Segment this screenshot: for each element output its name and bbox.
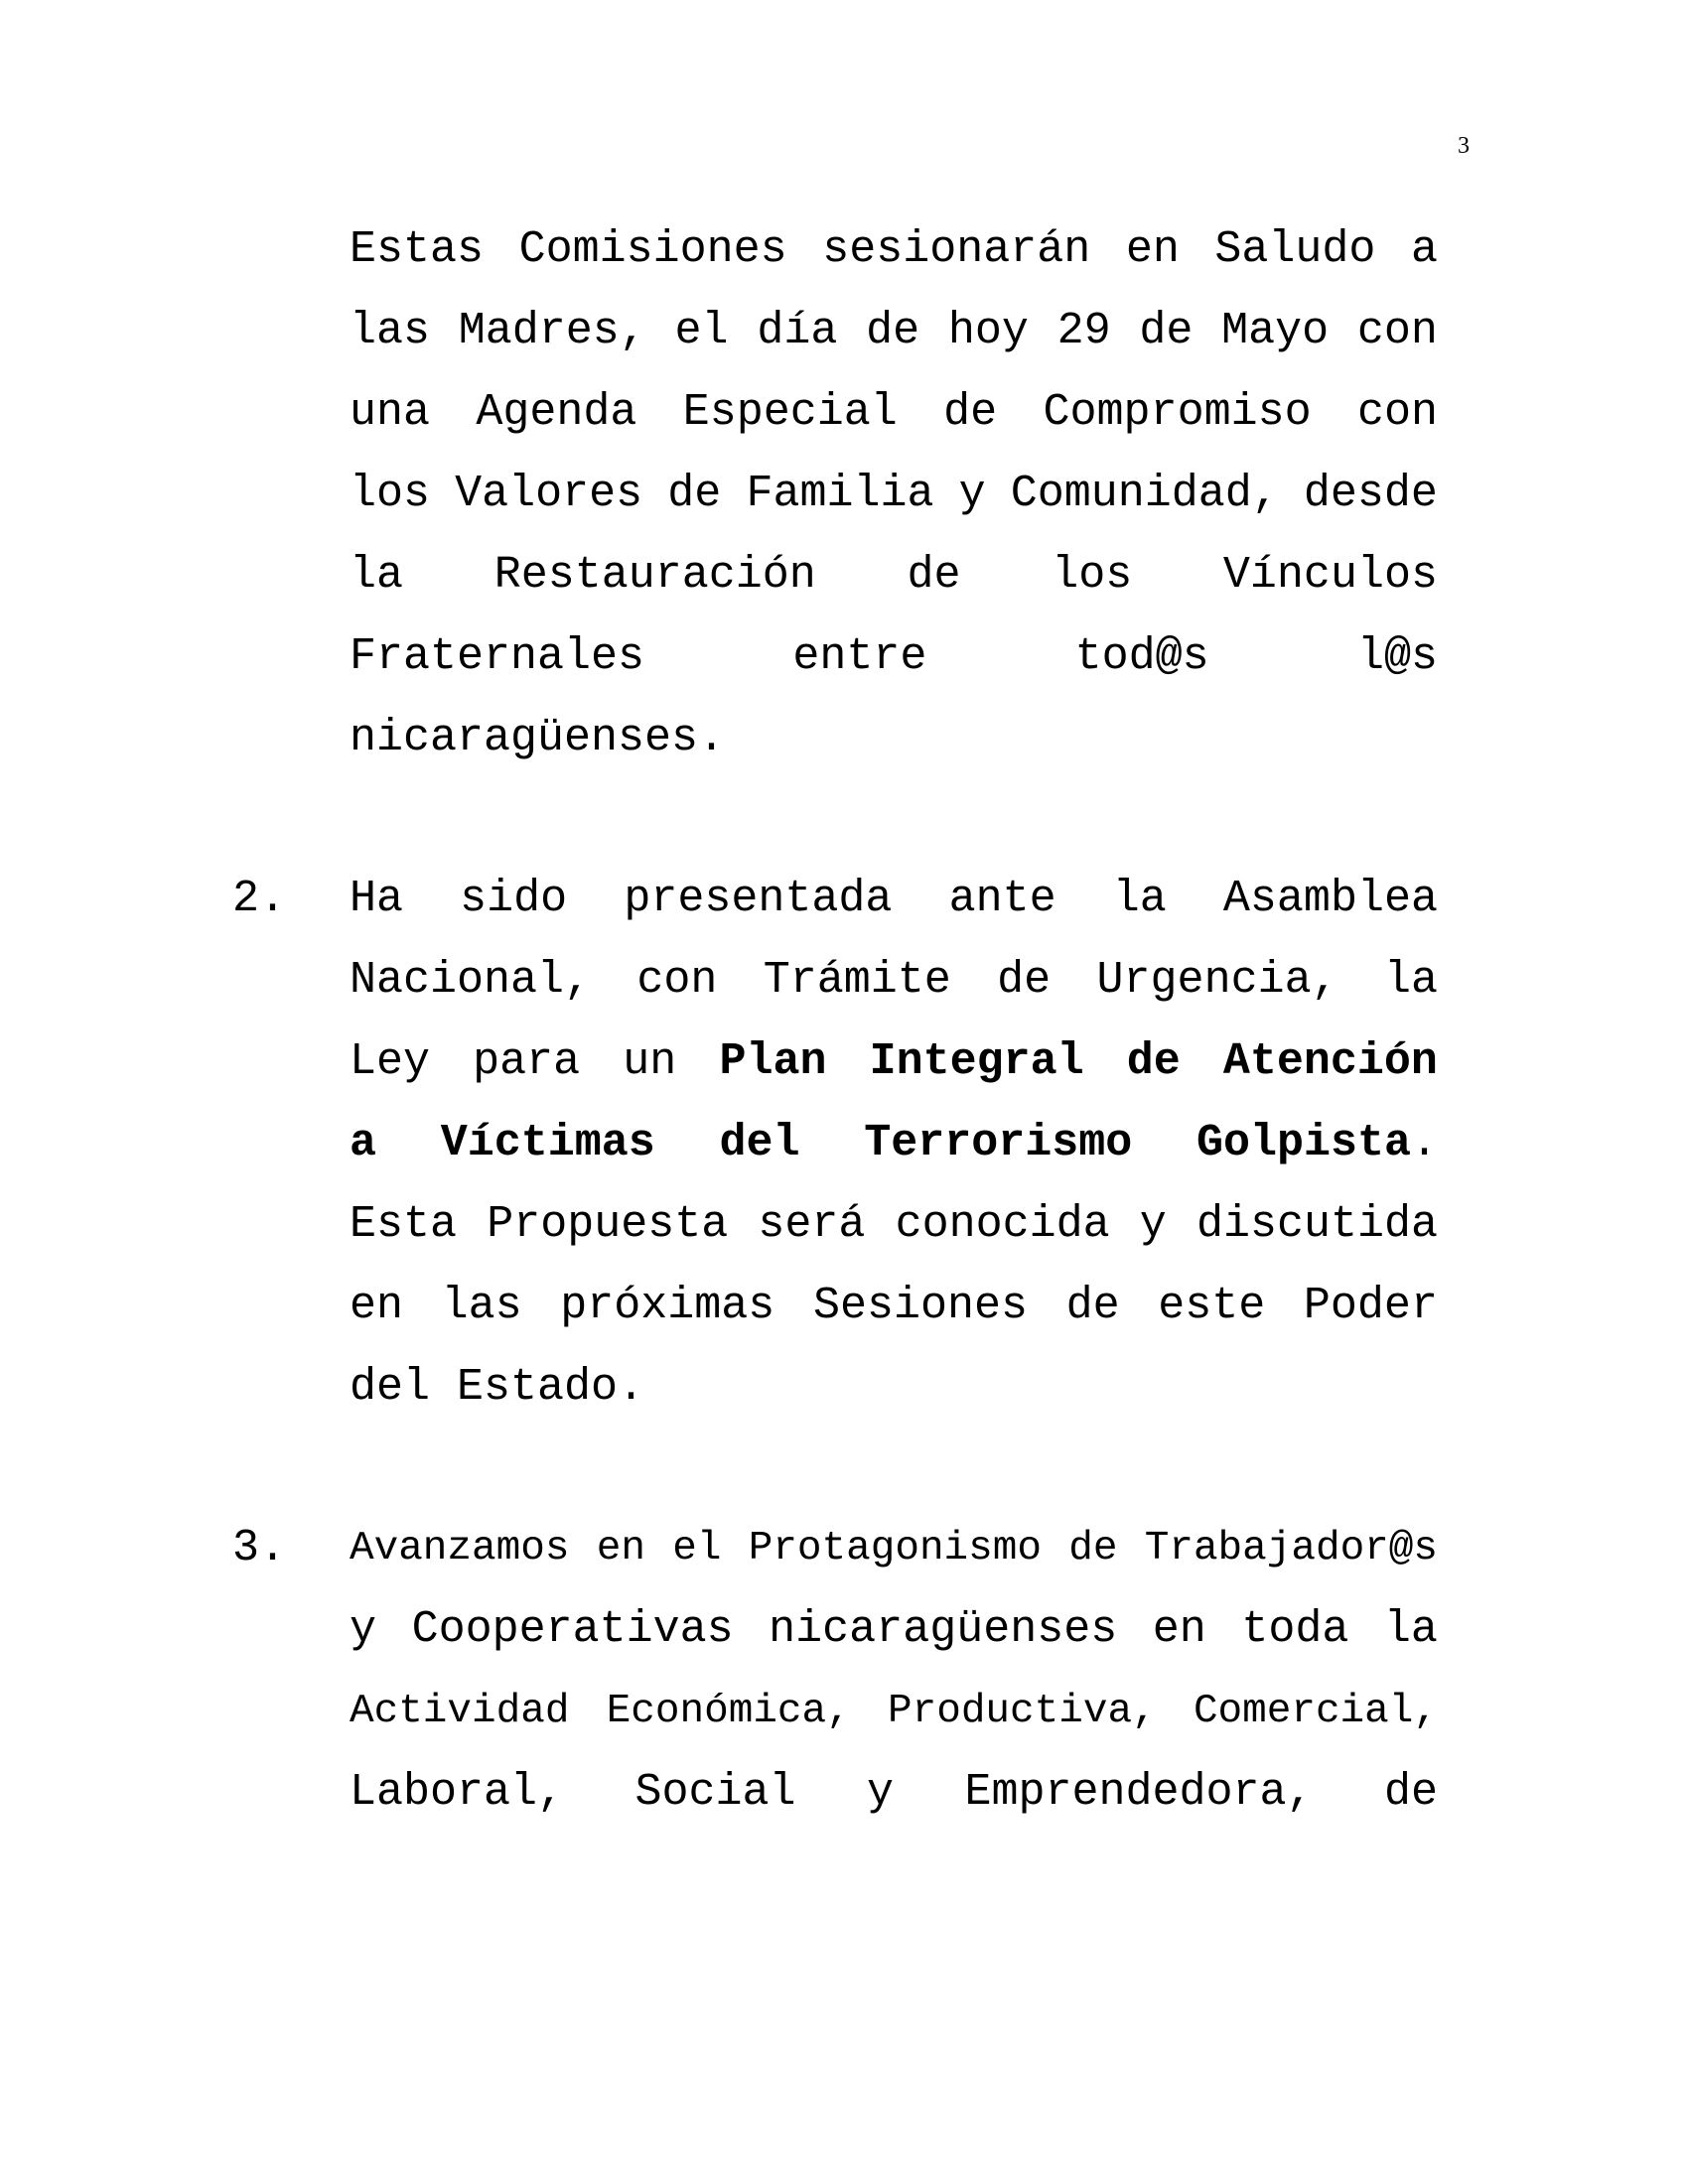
text-line [350, 302, 1438, 361]
word: entre [792, 631, 927, 682]
word: Restauración [493, 550, 816, 601]
text-line: del Estado. [350, 1362, 645, 1413]
text-line [350, 1682, 1438, 1741]
word: Vínculos [1222, 550, 1438, 601]
word: de [1065, 1281, 1120, 1331]
text-line [350, 870, 1438, 929]
text-line [350, 220, 1438, 280]
word: un [623, 1036, 677, 1087]
word: la [1383, 1604, 1438, 1655]
word: de [1068, 1526, 1118, 1571]
word: Nacional, [350, 955, 592, 1006]
word: desde [1303, 469, 1438, 519]
word: de [907, 550, 961, 601]
word: Protagonismo [748, 1526, 1042, 1571]
word: Económica, [606, 1689, 851, 1734]
text-line [350, 1763, 1438, 1823]
word: será [758, 1199, 866, 1250]
word: con [1356, 387, 1438, 438]
word: Comercial, [1193, 1689, 1438, 1734]
word: Plan [719, 1036, 827, 1087]
word: tod@s [1074, 631, 1209, 682]
word: Integral [869, 1036, 1084, 1087]
word: Trámite [763, 955, 951, 1006]
word: los [350, 469, 431, 519]
text-line [350, 1600, 1438, 1660]
word: presentada [624, 874, 893, 924]
word: Poder [1303, 1281, 1438, 1331]
word: en [596, 1526, 645, 1571]
word: toda [1241, 1604, 1349, 1655]
word: Saludo [1214, 224, 1376, 275]
word: las [441, 1281, 522, 1331]
word: Social [634, 1767, 796, 1818]
list-number: 2. [232, 874, 287, 924]
word: Emprendedora, [964, 1767, 1314, 1818]
word: Comunidad, [1010, 469, 1279, 519]
word: Cooperativas [411, 1604, 734, 1655]
word: la [1112, 874, 1167, 924]
word: Urgencia, [1096, 955, 1338, 1006]
word: Productiva, [888, 1689, 1157, 1734]
word: la [350, 550, 404, 601]
word: sido [460, 874, 568, 924]
word: conocida [895, 1199, 1110, 1250]
word: y [958, 469, 986, 519]
word: a [350, 1118, 377, 1168]
word: Trabajador@s [1144, 1526, 1438, 1571]
word: Valores [455, 469, 643, 519]
word: Avanzamos [350, 1526, 570, 1571]
word: Madres, [458, 306, 646, 356]
word: de [1126, 1036, 1181, 1087]
text-line [350, 383, 1438, 443]
word: Ley [350, 1036, 431, 1087]
word: para [473, 1036, 581, 1087]
word: Laboral, [350, 1767, 565, 1818]
word: Especial [682, 387, 898, 438]
word: en [350, 1281, 404, 1331]
word: Ha [350, 874, 404, 924]
word: Terrorismo [864, 1118, 1133, 1168]
page-number: 3 [1458, 133, 1470, 159]
word: Asamblea [1222, 874, 1438, 924]
text-line [350, 1277, 1438, 1336]
word: de [1139, 306, 1194, 356]
word: una [350, 387, 431, 438]
word: con [1356, 306, 1438, 356]
word: discutida [1196, 1199, 1438, 1250]
word: en [1152, 1604, 1206, 1655]
word: ante [948, 874, 1056, 924]
word: de [943, 387, 998, 438]
word: Fraternales [350, 631, 645, 682]
word: Estas [350, 224, 485, 275]
word: Víctimas [440, 1118, 655, 1168]
word: a [1410, 224, 1438, 275]
word: Comisiones [518, 224, 787, 275]
word: este [1158, 1281, 1266, 1331]
word: Sesiones [812, 1281, 1028, 1331]
word: día [757, 306, 838, 356]
word: hoy [947, 306, 1029, 356]
text-line [350, 951, 1438, 1011]
text-line [350, 1195, 1438, 1255]
text-line [350, 1032, 1438, 1092]
word: las [350, 306, 431, 356]
word: Atención [1222, 1036, 1438, 1087]
word: el [674, 306, 729, 356]
word: Actividad [350, 1689, 570, 1734]
text-line [350, 627, 1438, 687]
word: sesionarán [822, 224, 1091, 275]
word: l@s [1356, 631, 1438, 682]
word: 29 [1056, 306, 1111, 356]
text-line [350, 1519, 1438, 1578]
word: Compromiso [1043, 387, 1312, 438]
word: y [1139, 1199, 1167, 1250]
word: de [866, 306, 920, 356]
word: del [719, 1118, 800, 1168]
word: de [997, 955, 1052, 1006]
word: y [350, 1604, 377, 1655]
word: de [667, 469, 722, 519]
word: Golpista. [1196, 1118, 1438, 1168]
word: el [672, 1526, 722, 1571]
text-line [350, 1114, 1438, 1173]
text-line [350, 546, 1438, 606]
word: Agenda [476, 387, 637, 438]
word: Esta [350, 1199, 458, 1250]
word: la [1383, 955, 1438, 1006]
text-line [350, 465, 1438, 524]
word: Mayo [1221, 306, 1330, 356]
word: Propuesta [487, 1199, 729, 1250]
word: en [1125, 224, 1180, 275]
word: con [636, 955, 718, 1006]
list-number: 3. [232, 1523, 287, 1573]
word: Familia [746, 469, 934, 519]
word: nicaragüenses [769, 1604, 1118, 1655]
word: y [866, 1767, 894, 1818]
word: de [1383, 1767, 1438, 1818]
word: próximas [560, 1281, 775, 1331]
word: los [1052, 550, 1133, 601]
text-line: nicaragüenses. [350, 713, 726, 763]
